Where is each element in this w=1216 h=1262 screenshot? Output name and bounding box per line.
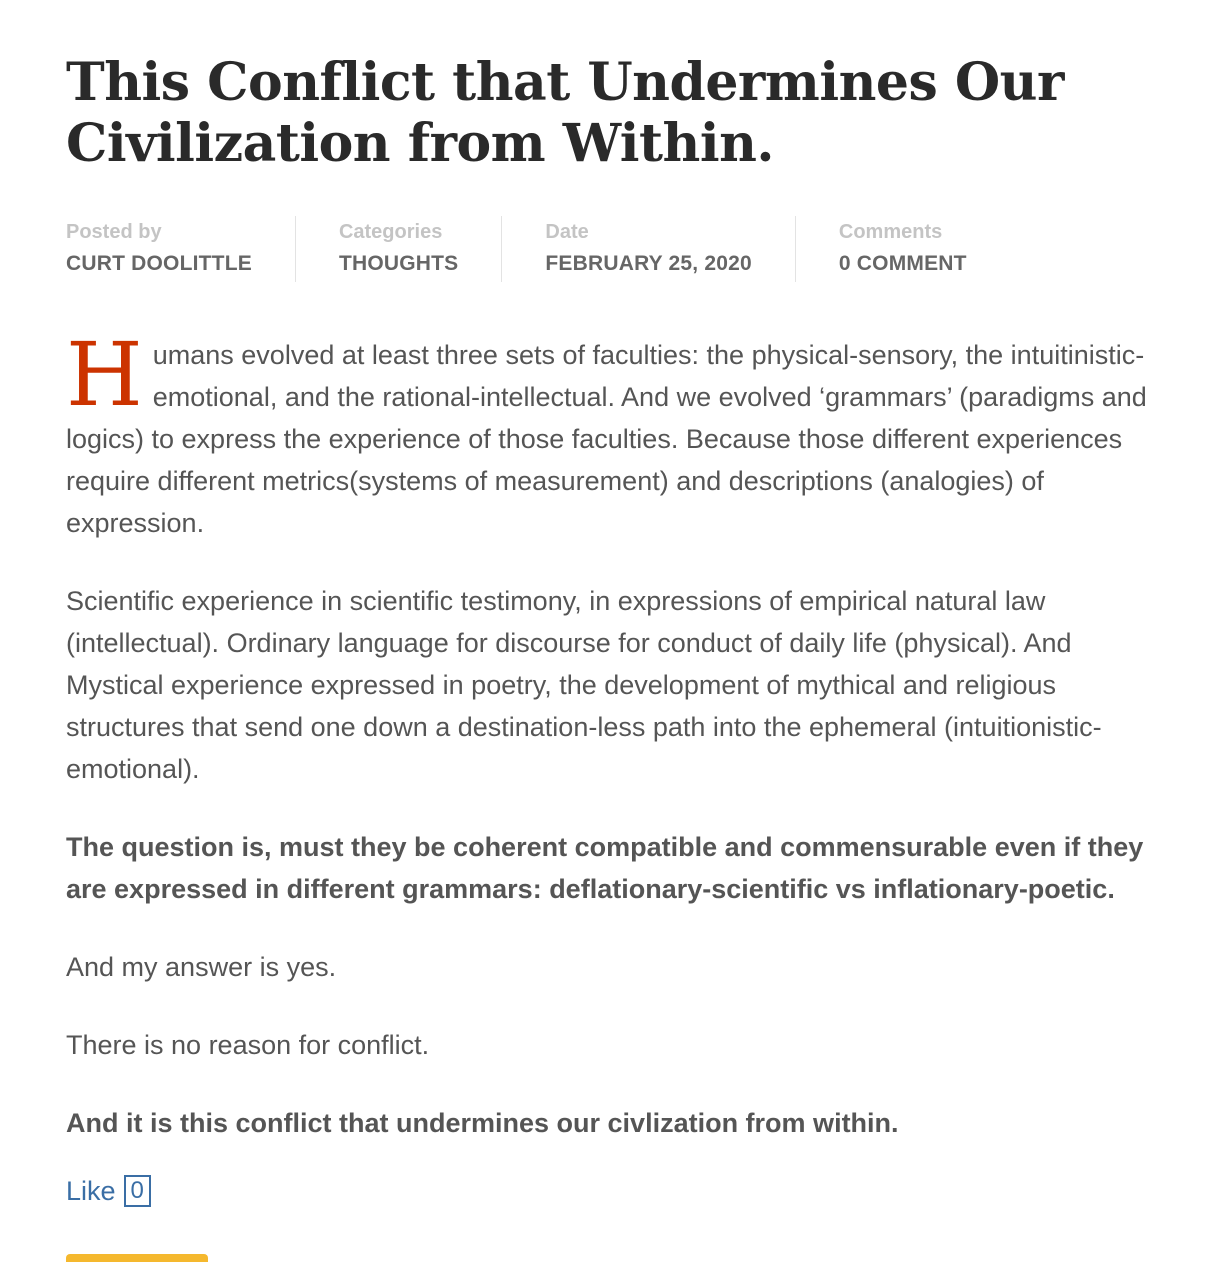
dropcap-letter: H (66, 323, 143, 426)
paragraph: Scientific experience in scientific testimony, in expressions of empirical natural law (intellectual). Ordinary language for discourse for conduct of daily life (physical). And Mystical experience expressed in poetry, the development of mythical and religious structures that send one down a destination-less path into the ephemeral (intuitionistic-emotional). (66, 586, 1102, 784)
paragraph-text: umans evolved at least three sets of faculties: the physical-sensory, the intuitinistic-emotional, and the rational-intellectual. And we evolved ‘grammars’ (paradigms and logics) to express the experience of those faculties. Because those different experiences require different metrics(systems of measurement) and descriptions (analogies) of expression. (66, 340, 1147, 538)
paragraph-conclusion: And it is this conflict that undermines our civlization from within. (66, 1108, 899, 1138)
article (66, 52, 1156, 1208)
post-meta (66, 216, 1156, 282)
meta-label: Date (545, 221, 589, 243)
paragraph: And my answer is yes. (66, 952, 337, 982)
paragraph: There is no reason for conflict. (66, 1030, 430, 1060)
article-title: This Conflict that Undermines Our Civilization from Within. (66, 52, 1064, 174)
paragraph-intro (66, 323, 1156, 544)
meta-categories (295, 216, 501, 282)
like-widget (66, 1174, 1156, 1208)
like-button[interactable]: Like (66, 1176, 116, 1206)
comments-link[interactable]: 0 COMMENT (838, 252, 967, 275)
meta-comments (795, 216, 1010, 282)
paragraph-question: The question is, must they be coherent compatible and commensurable even if they are expressed in different grammars: deflationary-scientific vs inflationary-poetic. (66, 832, 1144, 904)
date-value: FEBRUARY 25, 2020 (545, 252, 752, 275)
meta-posted-by (66, 216, 295, 282)
meta-label: Posted by (66, 221, 162, 243)
category-link[interactable]: THOUGHTS (338, 252, 459, 275)
like-count-badge: 0 (124, 1175, 151, 1207)
accent-bar (66, 1254, 208, 1262)
meta-label: Comments (838, 221, 943, 243)
author-link[interactable]: CURT DOOLITTLE (66, 252, 252, 275)
meta-date (501, 216, 795, 282)
article-body (66, 323, 1156, 1144)
meta-label: Categories (338, 221, 443, 243)
